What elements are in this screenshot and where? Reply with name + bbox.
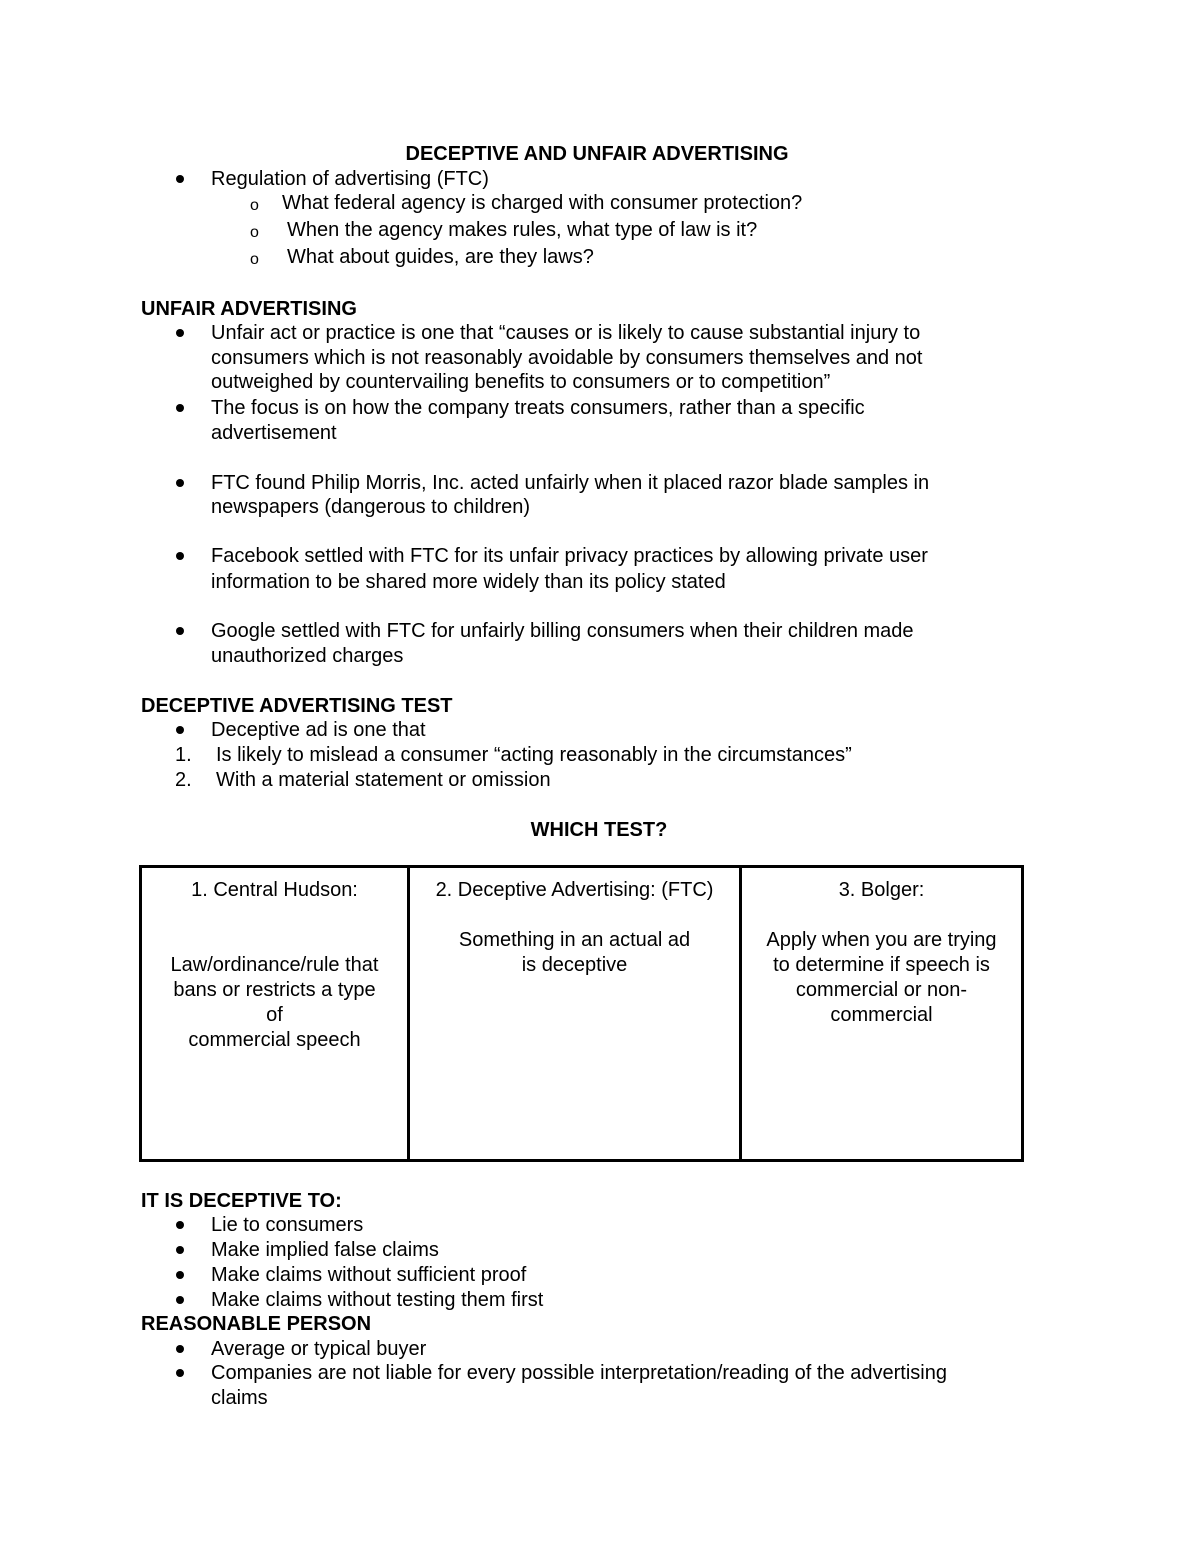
unfair-bullet-text: Unfair act or practice is one that “causes or is likely to cause substantial injury to <box>211 322 921 344</box>
central-hudson-cell <box>141 867 409 1161</box>
deceptive-test-item: With a material statement or omission <box>216 769 551 791</box>
cell-text: commercial or non- <box>795 979 968 1001</box>
section-heading-reasonable-person: REASONABLE PERSON <box>141 1313 372 1335</box>
intro-question: What federal agency is charged with consumer protection? <box>282 192 803 214</box>
unfair-bullet-text: newspapers (dangerous to children) <box>211 496 531 518</box>
which-test-table <box>139 865 1024 1162</box>
intro-question: What about guides, are they laws? <box>287 246 594 268</box>
bullet-icon <box>176 1296 184 1304</box>
list-number: 2. <box>175 769 192 791</box>
deceptive-test-item: Is likely to mislead a consumer “acting reasonably in the circumstances” <box>216 744 852 766</box>
bullet-icon <box>176 1221 184 1229</box>
cell-title: 1. Central Hudson: <box>191 879 358 901</box>
cell-text: Something in an actual ad <box>458 929 691 951</box>
deceptive-test-bullet: Deceptive ad is one that <box>211 719 426 741</box>
unfair-bullet-text: Google settled with FTC for unfairly billing consumers when their children made <box>211 620 914 642</box>
list-number: 1. <box>175 744 192 766</box>
unfair-bullet-text: outweighed by countervailing benefits to consumers or to competition” <box>211 371 831 393</box>
bullet-icon <box>176 552 184 560</box>
cell-title: 2. Deceptive Advertising: (FTC) <box>435 879 714 901</box>
deceptive-to-item: Make claims without sufficient proof <box>211 1264 527 1286</box>
circle-bullet-icon: o <box>250 251 259 268</box>
unfair-bullet-text: consumers which is not reasonably avoidable by consumers themselves and not <box>211 347 923 369</box>
cell-text: Apply when you are trying <box>766 929 997 951</box>
bullet-icon <box>176 175 184 183</box>
bullet-icon <box>176 1246 184 1254</box>
circle-bullet-icon: o <box>250 197 259 214</box>
bullet-icon <box>176 726 184 734</box>
unfair-bullet-text: FTC found Philip Morris, Inc. acted unfairly when it placed razor blade samples in <box>211 472 930 494</box>
cell-text: bans or restricts a type <box>173 979 376 1001</box>
bolger-cell <box>741 867 1023 1161</box>
bullet-icon <box>176 627 184 635</box>
deceptive-advertising-cell <box>409 867 741 1161</box>
bullet-icon <box>176 1345 184 1353</box>
reasonable-item: Average or typical buyer <box>211 1338 427 1360</box>
unfair-bullet-text: The focus is on how the company treats consumers, rather than a specific <box>211 397 865 419</box>
bullet-icon <box>176 404 184 412</box>
cell-title: 3. Bolger: <box>838 879 925 901</box>
unfair-bullet-text: Facebook settled with FTC for its unfair privacy practices by allowing private user <box>211 545 928 567</box>
deceptive-to-item: Make implied false claims <box>211 1239 439 1261</box>
cell-text: commercial <box>830 1004 933 1026</box>
section-heading-unfair: UNFAIR ADVERTISING <box>141 298 357 320</box>
intro-question: When the agency makes rules, what type of law is it? <box>287 219 758 241</box>
which-test-heading: WHICH TEST? <box>530 819 668 841</box>
unfair-bullet-text: unauthorized charges <box>211 645 404 667</box>
reasonable-item: Companies are not liable for every possible interpretation/reading of the advertising <box>211 1362 947 1384</box>
deceptive-to-item: Lie to consumers <box>211 1214 364 1236</box>
bullet-icon <box>176 479 184 487</box>
cell-text: is deceptive <box>521 954 628 976</box>
bullet-icon <box>176 1369 184 1377</box>
cell-text: to determine if speech is <box>773 954 990 976</box>
bullet-icon <box>176 329 184 337</box>
section-heading-deceptive-test: DECEPTIVE ADVERTISING TEST <box>141 695 453 717</box>
bullet-icon <box>176 1271 184 1279</box>
reasonable-item-continued: claims <box>211 1387 268 1409</box>
cell-text: commercial speech <box>188 1029 361 1051</box>
cell-text: of <box>266 1004 283 1026</box>
deceptive-to-item: Make claims without testing them first <box>211 1289 544 1311</box>
section-heading-deceptive-to: IT IS DECEPTIVE TO: <box>141 1190 342 1212</box>
unfair-bullet-text: information to be shared more widely than its policy stated <box>211 571 726 593</box>
intro-bullet: Regulation of advertising (FTC) <box>211 168 489 190</box>
unfair-bullet-text: advertisement <box>211 422 337 444</box>
circle-bullet-icon: o <box>250 224 259 241</box>
page-title: DECEPTIVE AND UNFAIR ADVERTISING <box>405 143 789 165</box>
cell-text: Law/ordinance/rule that <box>170 954 379 976</box>
